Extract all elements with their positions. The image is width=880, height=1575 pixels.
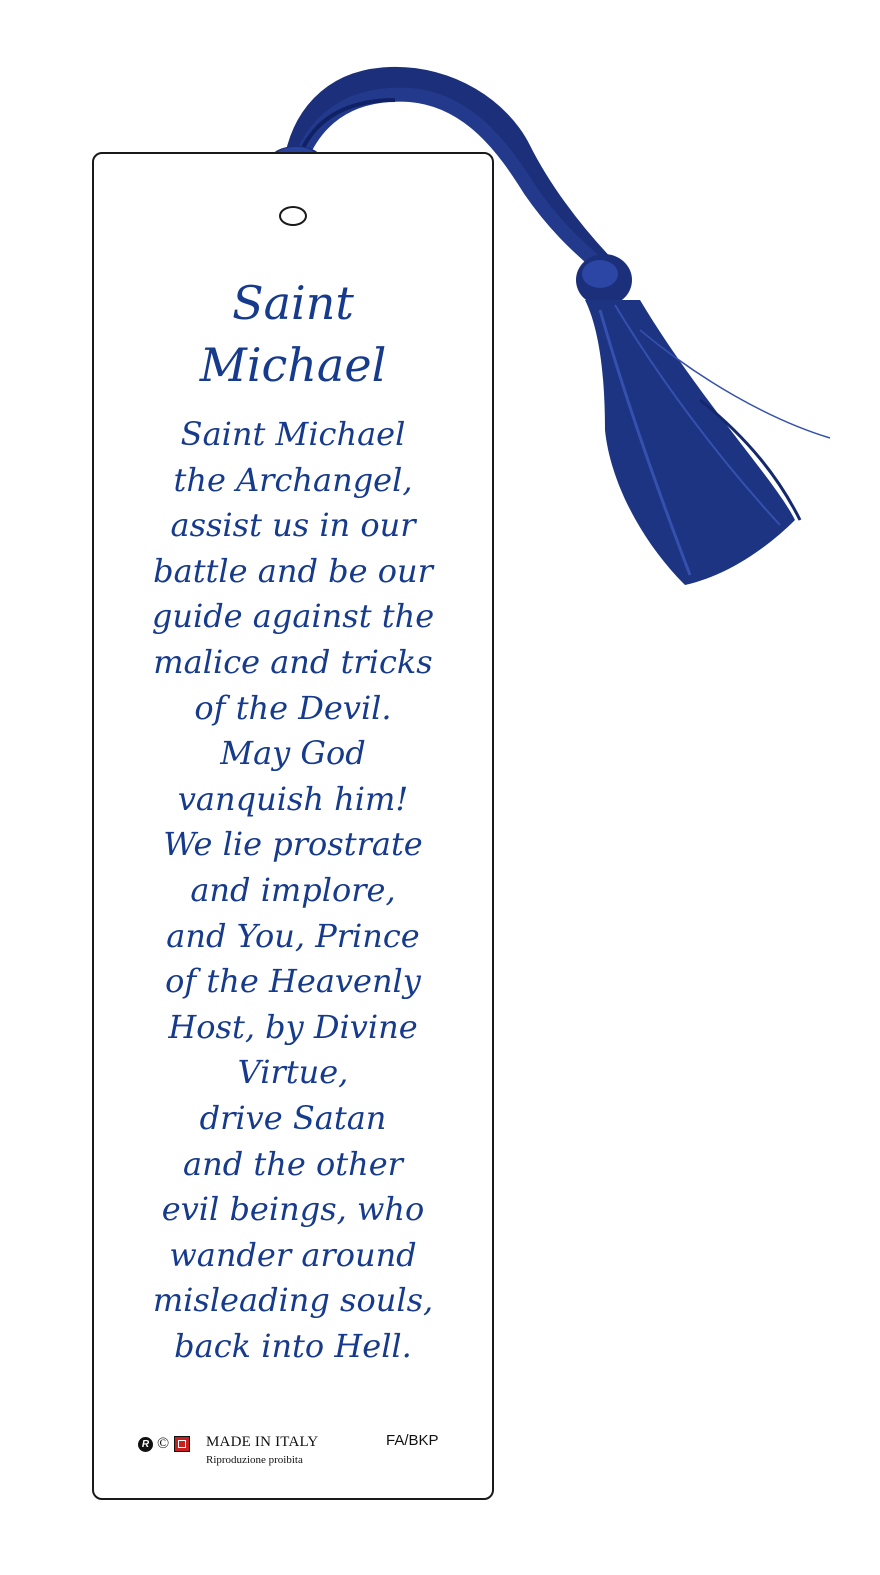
reproduction-notice: Riproduzione proibita	[206, 1454, 303, 1466]
prayer-line: battle and be our	[153, 551, 433, 590]
prayer-line: Saint Michael	[180, 415, 406, 453]
prayer-line: malice and tricks	[153, 642, 433, 681]
made-in-label: MADE IN ITALY	[206, 1434, 319, 1450]
prayer-text	[94, 412, 492, 1369]
prayer-line: drive Satan	[199, 1098, 387, 1137]
publisher-marks	[138, 1435, 190, 1453]
prayer-line: Host, by Divine	[168, 1007, 418, 1046]
title-line: Saint	[232, 276, 354, 330]
bookmark-card	[92, 152, 494, 1500]
brand-logo-icon	[174, 1436, 190, 1452]
prayer-line: guide against the	[151, 597, 435, 636]
prayer-line: wander around	[169, 1235, 417, 1274]
prayer-line: evil beings, who	[161, 1190, 425, 1229]
prayer-line: May God	[220, 734, 366, 773]
prayer-line: misleading souls,	[152, 1281, 434, 1320]
publisher-logo-icon: R	[138, 1437, 153, 1452]
prayer-line: and the other	[183, 1144, 403, 1183]
prayer-line: back into Hell.	[174, 1326, 412, 1365]
prayer-line: of the Heavenly	[165, 962, 421, 1001]
prayer-line: the Archangel,	[173, 460, 413, 499]
prayer-line: and implore,	[190, 870, 396, 909]
prayer-line: of the Devil.	[194, 688, 392, 727]
product-code: FA/BKP	[386, 1432, 439, 1449]
copyright-symbol: ©	[157, 1435, 170, 1452]
cord-hole	[279, 206, 307, 226]
bookmark-title	[94, 272, 492, 396]
prayer-line: Virtue,	[237, 1053, 349, 1092]
prayer-line: vanquish him!	[177, 779, 409, 818]
title-line: Michael	[199, 338, 387, 392]
prayer-line: and You, Prince	[166, 916, 420, 955]
prayer-line: We lie prostrate	[163, 825, 423, 864]
prayer-line: assist us in our	[170, 506, 416, 545]
